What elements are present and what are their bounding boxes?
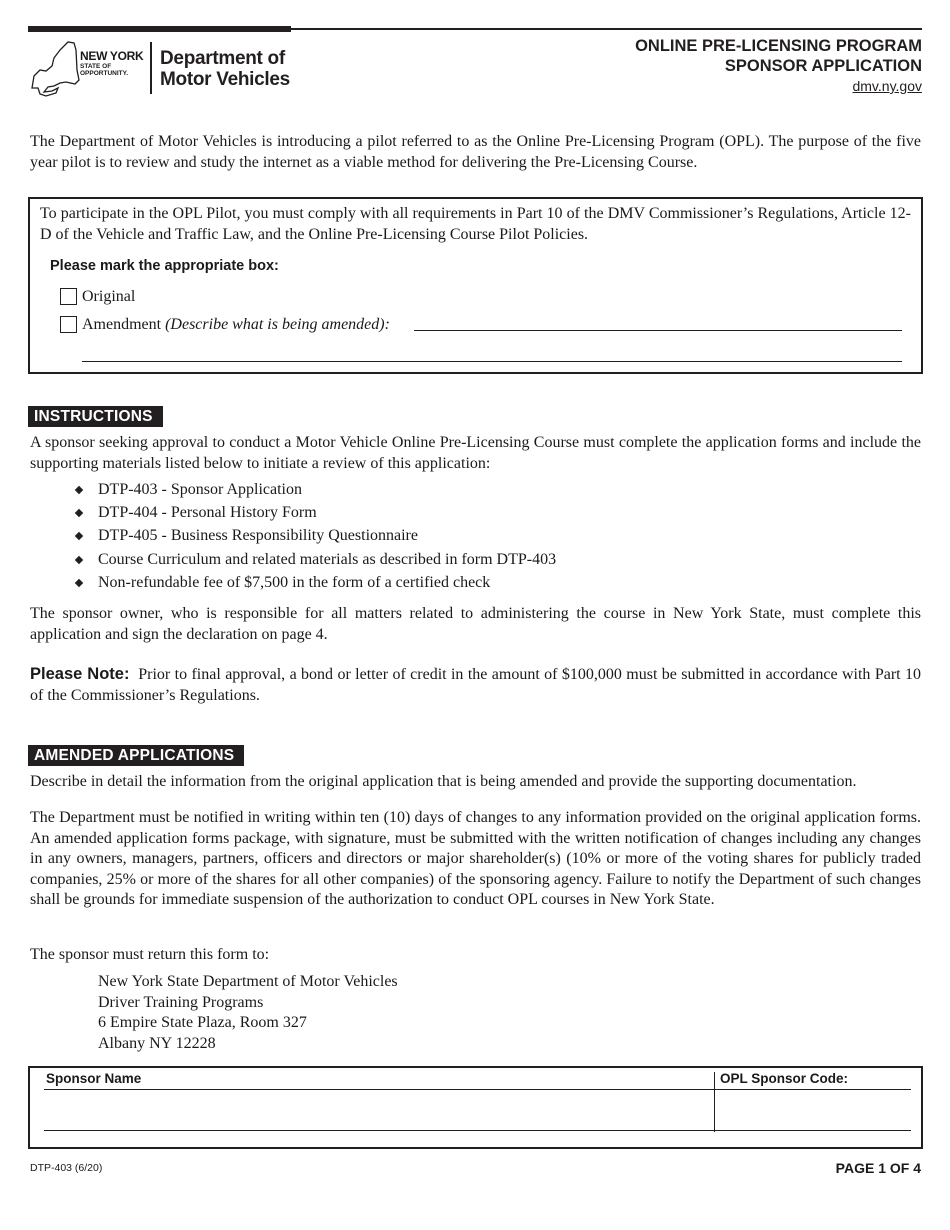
list-item: DTP-403 - Sponsor Application	[76, 478, 556, 501]
table-header-rule	[44, 1089, 911, 1090]
original-label: Original	[82, 288, 136, 305]
logo-tagline: STATE OF OPPORTUNITY.	[80, 63, 129, 77]
mailing-address: New York State Department of Motor Vehicles Driver Training Programs 6 Empire State Plaza, Room 327 Albany NY 12228	[98, 973, 398, 1052]
logo-department: Department of Motor Vehicles	[160, 48, 290, 90]
logo-divider	[150, 42, 152, 94]
diamond-bullet-icon	[75, 532, 83, 540]
owner-paragraph: The sponsor owner, who is responsible for all matters related to administering the course in New York State, must complete this application and sign the declaration on page 4.	[30, 605, 921, 643]
dmv-website-link[interactable]: dmv.ny.gov	[852, 78, 922, 94]
amendment-description-line-2[interactable]	[82, 361, 902, 362]
required-materials-list	[76, 478, 556, 594]
form-title-line-1: ONLINE PRE-LICENSING PROGRAM	[635, 37, 922, 55]
diamond-bullet-icon	[75, 486, 83, 494]
nys-dmv-logo	[30, 40, 300, 98]
amended-description: Describe in detail the information from the original application that is being amended and provide the supporting documentation.	[30, 773, 857, 790]
mark-box-label: Please mark the appropriate box:	[50, 258, 279, 274]
original-checkbox[interactable]	[60, 288, 77, 305]
instructions-heading: INSTRUCTIONS	[28, 406, 163, 427]
amendment-label: Amendment (Describe what is being amended):	[82, 316, 390, 333]
ny-state-outline-icon	[30, 40, 80, 98]
diamond-bullet-icon	[75, 555, 83, 563]
table-row-rule	[44, 1130, 911, 1131]
instructions-paragraph: A sponsor seeking approval to conduct a Motor Vehicle Online Pre-Licensing Course must complete the application forms and include the supporting materials listed below to initiate a review of this application:	[30, 434, 921, 472]
notification-paragraph: The Department must be notified in writing within ten (10) days of changes to any information provided on the original application forms. An amended application forms package, with signature, must be submitted with the written notification of changes including any changes in any owners, managers, partners, officers and directors or major shareholder(s) (10% or more of the voting shares for publicly traded companies, 25% or more of the shares for all other companies) of the sponsoring agency. Failure to notify the Department of such changes shall be grounds for immediate suspension of the authorization to conduct OPL courses in New York State.	[30, 809, 921, 908]
form-title	[635, 36, 922, 96]
intro-paragraph: The Department of Motor Vehicles is introducing a pilot referred to as the Online Pre-Licensing Program (OPL). The purpose of the five year pilot is to review and study the internet as a viable method for delivering the Pre-Licensing Course.	[30, 133, 921, 171]
list-item: DTP-405 - Business Responsibility Questionnaire	[76, 524, 556, 547]
header-rule-thick	[28, 26, 291, 32]
sponsor-name-header: Sponsor Name	[46, 1071, 142, 1086]
header-rule-thin	[290, 28, 922, 30]
page-number: PAGE 1 OF 4	[835, 1160, 921, 1176]
diamond-bullet-icon	[75, 579, 83, 587]
list-item: DTP-404 - Personal History Form	[76, 501, 556, 524]
opl-sponsor-code-input[interactable]	[720, 1094, 912, 1128]
table-column-divider	[714, 1072, 715, 1132]
please-note-paragraph: Please Note: Prior to final approval, a bond or letter of credit in the amount of $100,000 must be submitted in accordance with Part 10 of the Commissioner’s Regulations.	[30, 665, 921, 704]
logo-state-name: NEW YORK	[80, 49, 144, 63]
amendment-checkbox[interactable]	[60, 316, 77, 333]
diamond-bullet-icon	[75, 509, 83, 517]
please-note-label: Please Note:	[30, 665, 130, 683]
amended-applications-heading: AMENDED APPLICATIONS	[28, 745, 244, 766]
list-item: Non-refundable fee of $7,500 in the form of a certified check	[76, 571, 556, 594]
participation-text: To participate in the OPL Pilot, you must comply with all requirements in Part 10 of the DMV Commissioner’s Regulations, Article 12-D of the Vehicle and Traffic Law, and the Online Pre-Licensing Course Pilot Policies.	[40, 205, 911, 243]
sponsor-name-input[interactable]	[46, 1094, 712, 1128]
opl-sponsor-code-header: OPL Sponsor Code:	[720, 1071, 849, 1086]
amendment-prompt: (Describe what is being amended):	[165, 316, 390, 333]
return-instructions: The sponsor must return this form to:	[30, 946, 270, 963]
list-item: Course Curriculum and related materials as described in form DTP-403	[76, 548, 556, 571]
form-code: DTP-403 (6/20)	[30, 1162, 103, 1174]
amendment-description-line-1[interactable]	[414, 330, 902, 331]
form-title-line-2: SPONSOR APPLICATION	[724, 57, 922, 75]
